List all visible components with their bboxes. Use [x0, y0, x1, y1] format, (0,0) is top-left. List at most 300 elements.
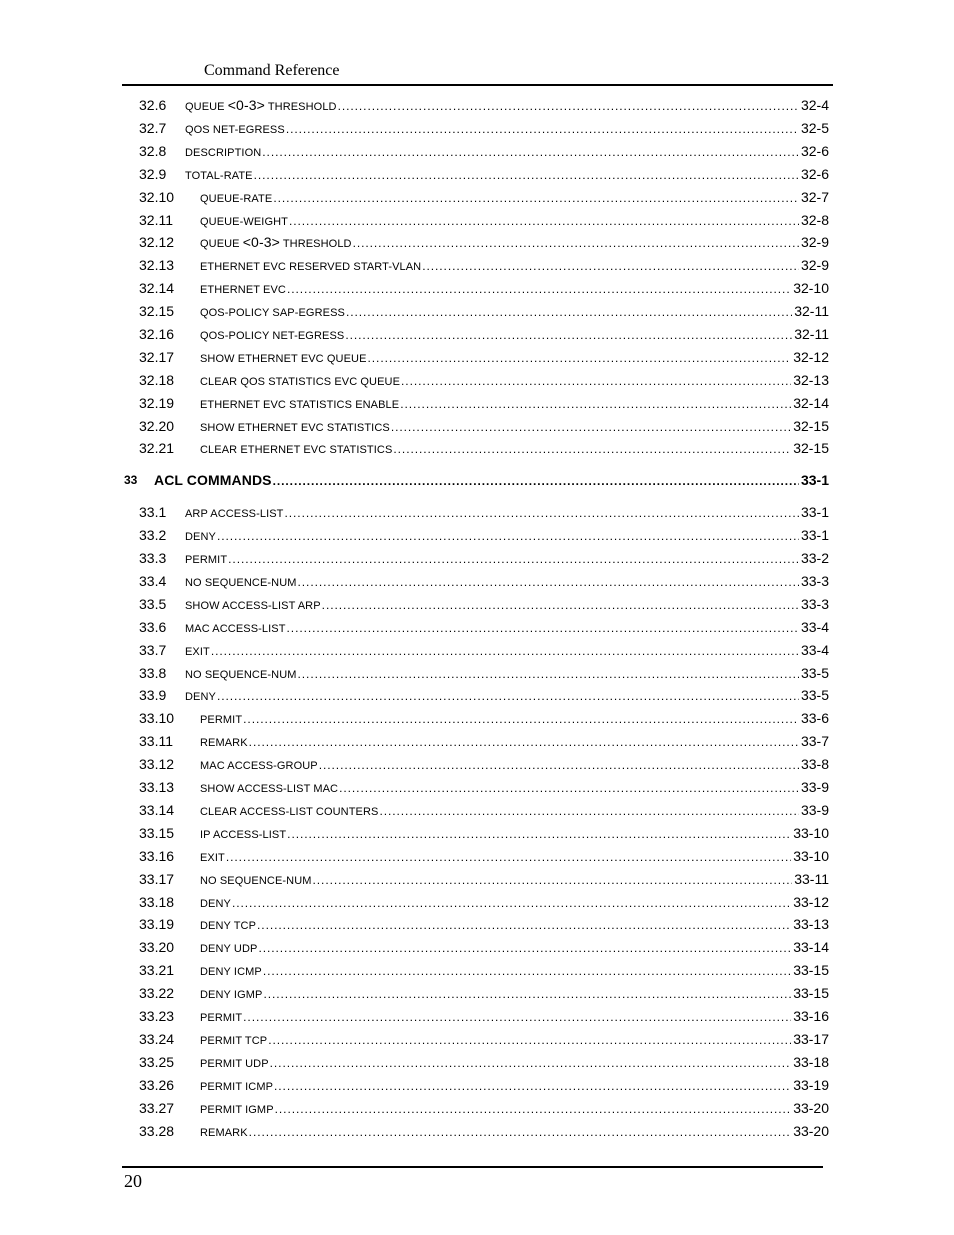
toc-entry-line — [200, 731, 829, 753]
toc-entry-title-text: PERMIT ICMP — [200, 1081, 274, 1093]
toc-dot-leader — [298, 572, 799, 592]
toc-entry-line — [200, 800, 829, 822]
toc-entry-title — [200, 848, 225, 868]
toc-entry-page: 32-11 — [794, 303, 829, 319]
toc-entry[interactable] — [0, 983, 954, 1003]
toc-entry-number: 33.8 — [139, 665, 167, 681]
toc-entry-page: 33-11 — [794, 871, 829, 887]
toc-entry-page: 33-4 — [800, 619, 829, 635]
toc-entry-number: 32.21 — [139, 440, 175, 456]
toc-entry[interactable] — [0, 571, 954, 591]
toc-entry[interactable] — [0, 594, 954, 614]
toc-dot-leader — [211, 641, 799, 661]
toc-entry-title-text: DENY ICMP — [200, 966, 262, 978]
toc-entry-line — [200, 960, 829, 982]
toc-entry[interactable] — [0, 708, 954, 728]
toc-dot-leader — [346, 302, 792, 322]
toc-entry-title — [185, 665, 297, 685]
toc-entry-title — [200, 1077, 273, 1097]
toc-entry[interactable] — [0, 892, 954, 912]
toc-entry[interactable] — [0, 393, 954, 413]
toc-entry[interactable] — [0, 1052, 954, 1072]
toc-dot-leader — [401, 371, 791, 391]
toc-entry[interactable] — [0, 685, 954, 705]
toc-entry-page: 33-17 — [793, 1031, 829, 1047]
toc-entry-page: 33-2 — [800, 550, 829, 566]
toc-entry-line — [200, 187, 829, 209]
toc-entry-line — [200, 210, 829, 232]
toc-entry-page: 33-1 — [800, 504, 829, 520]
toc-entry-line — [200, 301, 829, 323]
toc-entry-title-text: SHOW ACCESS-LIST MAC — [200, 783, 339, 795]
toc-entry-title — [200, 1031, 267, 1051]
toc-entry-number: 32.18 — [139, 372, 175, 388]
toc-entry-title — [200, 710, 242, 730]
toc-dot-leader — [400, 394, 791, 414]
toc-entry[interactable] — [0, 846, 954, 866]
toc-dot-leader — [243, 709, 799, 729]
toc-entry-page: 33-10 — [793, 848, 829, 864]
toc-entry-page: 33-16 — [793, 1008, 829, 1024]
toc-entry-line — [200, 892, 829, 914]
toc-dot-leader — [298, 664, 799, 684]
toc-entry-number: 33.2 — [139, 527, 167, 543]
toc-entry[interactable] — [0, 187, 954, 207]
toc-entry-line — [200, 1006, 829, 1028]
toc-entry[interactable] — [0, 754, 954, 774]
toc-entry[interactable] — [0, 617, 954, 637]
toc-entry-title — [200, 756, 318, 776]
toc-entry-page: 33-14 — [793, 939, 829, 955]
toc-entry-page: 32-15 — [793, 418, 829, 434]
toc-entry-title — [200, 1054, 269, 1074]
toc-entry[interactable] — [0, 370, 954, 390]
toc-entry-line — [200, 1075, 829, 1097]
toc-entry-title — [185, 143, 261, 163]
toc-dot-leader — [217, 526, 799, 546]
toc-entry-title-text: DENY — [185, 691, 216, 703]
toc-entry-title-suffix: THRESHOLD — [264, 101, 337, 113]
toc-entry[interactable] — [0, 438, 954, 458]
toc-entry-title-text: PERMIT — [200, 714, 243, 726]
toc-entry[interactable] — [0, 1075, 954, 1095]
toc-entry-page: 33-3 — [800, 596, 829, 612]
toc-entry-title-text: QOS-POLICY SAP-EGRESS — [200, 307, 345, 319]
toc-entry-page: 33-7 — [800, 733, 829, 749]
toc-dot-leader — [228, 549, 799, 569]
toc-entry-page: 33-5 — [800, 687, 829, 703]
toc-entry-title-text: QOS-POLICY NET-EGRESS — [200, 330, 345, 342]
toc-entry-page: 33-18 — [793, 1054, 829, 1070]
toc-entry-page: 33-6 — [800, 710, 829, 726]
toc-entry-number: 33.13 — [139, 779, 175, 795]
toc-entry-title — [200, 985, 262, 1005]
toc-entry-title-text: EXIT — [185, 646, 210, 658]
toc-entry-number: 32.9 — [139, 166, 167, 182]
toc-entry[interactable] — [0, 731, 954, 751]
footer-divider — [122, 1166, 823, 1168]
toc-entry[interactable] — [0, 1029, 954, 1049]
toc-entry-line — [200, 823, 829, 845]
toc-entry-line — [185, 164, 829, 186]
toc-entry-page: 32-12 — [793, 349, 829, 365]
toc-entry-title-text: ETHERNET EVC — [200, 284, 286, 296]
toc-entry-number: 33.14 — [139, 802, 175, 818]
toc-entry-title-text: NO SEQUENCE-NUM — [185, 577, 297, 589]
toc-dot-leader — [339, 778, 799, 798]
toc-dot-leader — [270, 1053, 792, 1073]
toc-entry-line — [185, 640, 829, 662]
toc-dot-leader — [393, 439, 791, 459]
toc-entry-title — [200, 916, 256, 936]
toc-dot-leader — [345, 325, 792, 345]
toc-entry-page: 32-6 — [800, 143, 829, 159]
toc-entry[interactable] — [0, 347, 954, 367]
toc-entry-title-text: CLEAR ETHERNET EVC STATISTICS — [200, 444, 393, 456]
toc-dot-leader — [285, 503, 799, 523]
toc-dot-leader — [273, 471, 799, 491]
toc-entry-number: 33.21 — [139, 962, 175, 978]
toc-entry-line — [185, 525, 829, 547]
toc-entry-title-arg: <0-3> — [242, 234, 280, 250]
toc-entry-page: 33-1 — [800, 527, 829, 543]
toc-entry-title-text: SHOW ACCESS-LIST ARP — [185, 600, 321, 612]
toc-chapter-entry[interactable] — [0, 470, 954, 490]
toc-entry-number: 33 — [124, 473, 138, 487]
toc-entry-line — [200, 1052, 829, 1074]
toc-entry-line — [200, 416, 829, 438]
toc-entry[interactable] — [0, 937, 954, 957]
toc-entry-line — [154, 470, 829, 491]
toc-entry-line — [185, 663, 829, 685]
toc-entry-line — [200, 754, 829, 776]
toc-dot-leader — [287, 618, 799, 638]
toc-entry-page: 32-15 — [793, 440, 829, 456]
toc-entry-number: 32.10 — [139, 189, 175, 205]
toc-dot-leader — [226, 847, 791, 867]
toc-entry[interactable] — [0, 118, 954, 138]
toc-entry[interactable] — [0, 1098, 954, 1118]
toc-entry-page: 33-13 — [793, 916, 829, 932]
toc-entry-title — [185, 550, 227, 570]
toc-entry-title — [200, 257, 421, 277]
toc-entry-title — [200, 212, 288, 232]
toc-entry-title — [200, 418, 390, 438]
toc-entry-number: 33.24 — [139, 1031, 175, 1047]
toc-entry-title — [200, 232, 352, 254]
toc-entry-page: 32-4 — [800, 97, 829, 113]
toc-entry-line — [200, 914, 829, 936]
toc-dot-leader — [273, 188, 799, 208]
toc-entry-title-text: SHOW ETHERNET EVC QUEUE — [200, 353, 367, 365]
toc-entry-page: 33-15 — [793, 985, 829, 1001]
toc-entry[interactable] — [0, 640, 954, 660]
toc-entry[interactable] — [0, 777, 954, 797]
toc-entry-title — [200, 733, 248, 753]
toc-entry-title — [200, 349, 367, 369]
toc-entry-title — [200, 962, 262, 982]
toc-entry-number: 33.25 — [139, 1054, 175, 1070]
toc-entry-number: 33.23 — [139, 1008, 175, 1024]
toc-entry-page: 33-3 — [800, 573, 829, 589]
toc-dot-leader — [262, 142, 799, 162]
toc-entry-page: 32-10 — [793, 280, 829, 296]
toc-dot-leader — [274, 1076, 791, 1096]
toc-entry[interactable] — [0, 278, 954, 298]
toc-entry-title-text: DESCRIPTION — [185, 147, 262, 159]
toc-entry-title-text: PERMIT TCP — [200, 1035, 268, 1047]
toc-entry-line — [185, 594, 829, 616]
toc-entry-title — [200, 303, 345, 323]
toc-entry-line — [200, 983, 829, 1005]
toc-entry[interactable] — [0, 210, 954, 230]
toc-dot-leader — [353, 233, 799, 253]
toc-dot-leader — [338, 96, 799, 116]
toc-entry-page: 33-8 — [800, 756, 829, 772]
toc-entry-title — [185, 527, 216, 547]
toc-entry[interactable] — [0, 95, 954, 115]
toc-entry-title-text: NO SEQUENCE-NUM — [185, 669, 297, 681]
toc-entry-title — [154, 470, 272, 490]
toc-entry[interactable] — [0, 548, 954, 568]
toc-entry[interactable] — [0, 141, 954, 161]
toc-entry[interactable] — [0, 324, 954, 344]
toc-entry-number: 32.11 — [139, 212, 173, 228]
toc-entry-line — [200, 777, 829, 799]
toc-entry-title-text: PERMIT UDP — [200, 1058, 269, 1070]
toc-entry-page: 32-8 — [800, 212, 829, 228]
toc-dot-leader — [258, 938, 791, 958]
toc-entry-title-text: DENY — [200, 898, 231, 910]
toc-dot-leader — [368, 348, 792, 368]
toc-entry-number: 33.15 — [139, 825, 175, 841]
toc-entry-title — [200, 871, 312, 891]
toc-entry[interactable] — [0, 255, 954, 275]
toc-dot-leader — [254, 165, 799, 185]
toc-entry-line — [200, 937, 829, 959]
toc-entry-title-text: CLEAR QOS STATISTICS EVC QUEUE — [200, 376, 401, 388]
toc-dot-leader — [257, 915, 791, 935]
toc-entry-title — [200, 372, 400, 392]
toc-entry-title — [185, 166, 253, 186]
toc-entry-page: 32-6 — [800, 166, 829, 182]
toc-entry-title-text: QUEUE — [185, 101, 228, 113]
toc-entry-title-text: CLEAR ACCESS-LIST COUNTERS — [200, 806, 379, 818]
toc-entry-title — [200, 280, 286, 300]
toc-entry-title-text: ETHERNET EVC STATISTICS ENABLE — [200, 399, 400, 411]
toc-entry-line — [185, 95, 829, 117]
toc-entry-number: 33.12 — [139, 756, 175, 772]
toc-dot-leader — [217, 686, 799, 706]
toc-entry-title-text: QUEUE — [200, 238, 243, 250]
toc-entry-title-text: DENY — [185, 531, 216, 543]
toc-entry-line — [200, 708, 829, 730]
toc-entry-title — [200, 1100, 274, 1120]
toc-entry-number: 33.22 — [139, 985, 175, 1001]
toc-entry-line — [200, 278, 829, 300]
toc-entry[interactable] — [0, 232, 954, 252]
toc-entry-line — [200, 1098, 829, 1120]
toc-dot-leader — [287, 824, 791, 844]
toc-entry-number: 33.27 — [139, 1100, 175, 1116]
toc-entry-title — [200, 939, 257, 959]
toc-entry-line — [200, 232, 829, 254]
toc-entry-title-text: MAC ACCESS-GROUP — [200, 760, 318, 772]
toc-entry-title — [185, 687, 216, 707]
page-header-title: Command Reference — [204, 62, 340, 79]
toc-entry[interactable] — [0, 1006, 954, 1026]
toc-dot-leader — [286, 119, 799, 139]
toc-entry-page: 33-1 — [800, 472, 829, 488]
toc-entry-title-text: MAC ACCESS-LIST — [185, 623, 286, 635]
toc-entry-title-text: DENY TCP — [200, 920, 257, 932]
toc-entry-line — [200, 393, 829, 415]
toc-entry-title-text: IP ACCESS-LIST — [200, 829, 287, 841]
toc-entry-title — [185, 596, 321, 616]
toc-entry-line — [185, 617, 829, 639]
toc-entry-title-text: SHOW ETHERNET EVC STATISTICS — [200, 422, 390, 434]
toc-entry-number: 33.20 — [139, 939, 175, 955]
toc-entry-number: 33.28 — [139, 1123, 175, 1139]
toc-entry-title-text: NO SEQUENCE-NUM — [200, 875, 312, 887]
toc-entry[interactable] — [0, 914, 954, 934]
toc-entry-number: 32.15 — [139, 303, 175, 319]
toc-entry-number: 33.1 — [139, 504, 167, 520]
toc-entry-page: 33-12 — [793, 894, 829, 910]
toc-entry-line — [185, 548, 829, 570]
toc-entry-number: 32.20 — [139, 418, 175, 434]
toc-entry-title-text: PERMIT — [200, 1012, 243, 1024]
toc-entry[interactable] — [0, 800, 954, 820]
toc-dot-leader — [287, 279, 791, 299]
toc-entry-title-text: TOTAL-RATE — [185, 170, 253, 182]
toc-entry-number: 33.17 — [139, 871, 175, 887]
toc-entry-title — [185, 619, 286, 639]
toc-dot-leader — [268, 1030, 791, 1050]
toc-entry-number: 32.13 — [139, 257, 175, 273]
toc-entry-page: 32-13 — [793, 372, 829, 388]
toc-entry-title — [200, 189, 272, 209]
toc-entry-line — [185, 141, 829, 163]
toc-entry-title — [200, 1123, 248, 1143]
toc-entry-page: 33-9 — [800, 779, 829, 795]
toc-entry-number: 32.12 — [139, 234, 175, 250]
toc-entry-line — [200, 1121, 829, 1143]
toc-entry-title — [185, 642, 210, 662]
toc-entry-number: 33.3 — [139, 550, 167, 566]
toc-entry-line — [185, 571, 829, 593]
toc-dot-leader — [263, 984, 791, 1004]
toc-entry-number: 33.10 — [139, 710, 175, 726]
toc-entry-title-text: REMARK — [200, 1127, 248, 1139]
toc-entry[interactable] — [0, 960, 954, 980]
toc-entry-title-text: QUEUE-WEIGHT — [200, 216, 288, 228]
toc-entry-title-text: ARP ACCESS-LIST — [185, 508, 284, 520]
toc-entry-number: 32.6 — [139, 97, 167, 113]
toc-dot-leader — [319, 755, 799, 775]
toc-entry-number: 33.18 — [139, 894, 175, 910]
toc-entry[interactable] — [0, 823, 954, 843]
toc-entry-line — [185, 685, 829, 707]
toc-entry[interactable] — [0, 663, 954, 683]
page-number: 20 — [124, 1171, 142, 1191]
toc-entry-title-arg: <0-3> — [227, 97, 265, 113]
toc-entry[interactable] — [0, 164, 954, 184]
toc-entry-title — [200, 326, 344, 346]
toc-entry-title — [185, 504, 284, 524]
toc-entry-number: 33.9 — [139, 687, 167, 703]
toc-entry[interactable] — [0, 869, 954, 889]
toc-entry-line — [200, 347, 829, 369]
toc-entry-number: 33.19 — [139, 916, 175, 932]
toc-entry-page: 32-7 — [800, 189, 829, 205]
toc-entry-title-text: DENY IGMP — [200, 989, 263, 1001]
toc-entry-page: 32-9 — [800, 234, 829, 250]
toc-dot-leader — [322, 595, 799, 615]
toc-entry-line — [200, 255, 829, 277]
toc-dot-leader — [249, 732, 799, 752]
toc-entry-title-text: DENY UDP — [200, 943, 258, 955]
toc-dot-leader — [249, 1122, 792, 1142]
toc-entry-line — [185, 502, 829, 524]
toc-dot-leader — [289, 211, 799, 231]
toc-entry-page: 32-14 — [793, 395, 829, 411]
toc-entry-title-text: ACL COMMANDS — [154, 472, 272, 488]
toc-entry[interactable] — [0, 502, 954, 522]
toc-entry-page: 33-9 — [800, 802, 829, 818]
toc-entry-page: 33-4 — [800, 642, 829, 658]
toc-entry-line — [200, 869, 829, 891]
toc-entry-title-text: PERMIT — [185, 554, 228, 566]
toc-entry-number: 33.26 — [139, 1077, 175, 1093]
toc-entry-line — [200, 438, 829, 460]
toc-entry-title — [200, 1008, 242, 1028]
toc-entry-title — [200, 395, 399, 415]
toc-entry-title — [200, 440, 392, 460]
toc-dot-leader — [313, 870, 793, 890]
toc-entry-number: 32.16 — [139, 326, 175, 342]
toc-entry-number: 32.19 — [139, 395, 175, 411]
toc-entry-title-text: QUEUE-RATE — [200, 193, 273, 205]
toc-dot-leader — [275, 1099, 792, 1119]
toc-entry[interactable] — [0, 525, 954, 545]
toc-entry-page: 32-9 — [800, 257, 829, 273]
toc-dot-leader — [232, 893, 791, 913]
toc-entry-line — [200, 370, 829, 392]
toc-dot-leader — [379, 801, 799, 821]
toc-entry-line — [200, 324, 829, 346]
toc-dot-leader — [263, 961, 791, 981]
toc-entry-title — [200, 894, 231, 914]
toc-entry-title — [185, 573, 297, 593]
toc-entry-number: 32.8 — [139, 143, 167, 159]
toc-entry-number: 33.11 — [139, 733, 173, 749]
toc-entry-page: 32-11 — [794, 326, 829, 342]
toc-entry[interactable] — [0, 1121, 954, 1141]
toc-entry-page: 33-20 — [793, 1123, 829, 1139]
toc-dot-leader — [243, 1007, 791, 1027]
toc-entry-title-text: QOS NET-EGRESS — [185, 124, 285, 136]
toc-entry-number: 33.7 — [139, 642, 167, 658]
toc-entry-number: 33.4 — [139, 573, 167, 589]
toc-entry[interactable] — [0, 416, 954, 436]
toc-entry-page: 32-5 — [800, 120, 829, 136]
toc-entry-title-suffix: THRESHOLD — [279, 238, 352, 250]
toc-entry-title — [200, 779, 338, 799]
toc-entry[interactable] — [0, 301, 954, 321]
toc-entry-title-text: ETHERNET EVC RESERVED START-VLAN — [200, 261, 422, 273]
toc-entry-title-text: PERMIT IGMP — [200, 1104, 274, 1116]
